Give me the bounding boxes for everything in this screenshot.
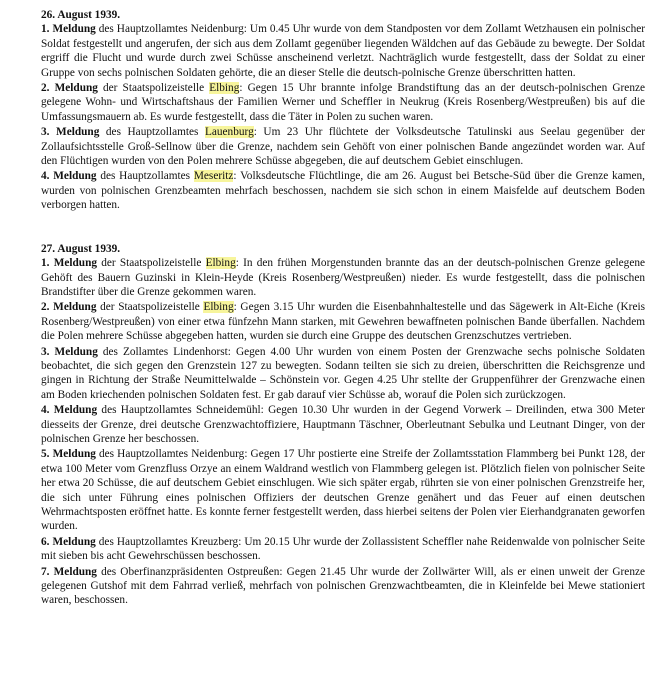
entry-keyword: Meldung (52, 535, 96, 548)
highlighted-place: Elbing (203, 301, 234, 314)
entry-number: 1. (41, 23, 50, 36)
report-entry (41, 81, 645, 124)
entry-number: 2. (41, 301, 50, 314)
entry-keyword: Meldung (53, 404, 98, 417)
entry-text-cont: : Gegen 15 Uhr brannte infolge Brandstiftung das an der deutsch-polnischen Grenze gelegene Wohn- und Wirtschaftshaus der Familien Werner und Scheffler in Neukrug (Kreis Rosenberg/Westpreußen) bis auf die Umfassungsmauern ab. Es wurde festgestellt, dass die Täter in Polen zu suchen waren. (41, 82, 646, 123)
report-entry (41, 535, 645, 564)
highlighted-place: Elbing (205, 257, 236, 270)
entry-keyword: Meldung (56, 126, 100, 139)
entry-keyword: Meldung (52, 23, 96, 36)
entry-number: 4. (41, 404, 50, 417)
entry-number: 7. (41, 565, 50, 578)
report-entry (41, 565, 645, 608)
entry-keyword: Meldung (54, 82, 98, 95)
entry-number: 2. (41, 82, 50, 95)
entry-keyword: Meldung (53, 257, 97, 270)
entry-number: 4. (41, 170, 50, 183)
entry-text: der Staatspolizeistelle (97, 257, 206, 270)
report-entry (41, 169, 645, 212)
entry-text: des Oberfinanzpräsidenten Ostpreußen: Gegen 21.45 Uhr wurde der Zollwärter Will, als er einen unweit der Grenze gelegenen Gutshof mit dem Fahrrad verließ, mehrfach von polnischen Grenzwachtbeamten, die in Kleinfelde bei Mewe stationiert waren, beschossen. (41, 565, 646, 607)
entry-text: des Zollamtes Lindenhorst: Gegen 4.00 Uhr wurden von einem Posten der Grenzwache sechs polnische Soldaten beobachtet, die sich gegen den Grenzstein 127 zu bewegten. Sodann teilten sie sich zu dreien, überschritten die Reichsgrenze und gingen in Richtung der Straße Neumittelwalde – Schönstein vor. Gegen 4.25 Uhr stellte der Gruppenführer der Grenzwache einen am Boden kriechenden polnischen Soldaten fest. Er gab darauf vier Schüsse ab, worauf die Polen sich zurückzogen. (41, 345, 645, 401)
highlighted-place: Elbing (209, 82, 240, 95)
section-date: 26. August 1939. (41, 9, 121, 21)
section-date: 27. August 1939. (41, 242, 121, 255)
entry-text: des Hauptzollamtes Neidenburg: Um 0.45 Uhr wurde von dem Standposten vor dem Zollamt Wetzhausen ein polnischer Soldat festgestellt und angerufen, der sich aus dem Zollamt gegenüber liegenden Wäldchen auf das Gebäude zu bewegte. Der Soldat ergriff die Flucht und wurde durch zwei Schüsse anscheinend verletzt. Nachträglich wurde festgestellt, dass der Soldat zu einer Gruppe von sechs polnischen Soldaten gehörte, die an dieser Stelle die deutsch-polnische Grenze überschritten hatten. (41, 23, 645, 79)
entry-text-cont: : Um 23 Uhr flüchtete der Volksdeutsche Tatulinski aus Seelau gegenüber der Zollaufsichtsstelle Groß-Sellnow über die Grenze, nachdem sein Gehöft von einer polnischen Bande angezündet worden war. Auf den Flüchtigen wurden von den Polen mehrere Schüsse abgegeben, die auf deutschem Gebiet einschlugen. (41, 126, 645, 168)
entry-keyword: Meldung (52, 448, 96, 461)
entry-number: 1. (41, 257, 50, 270)
report-entry (41, 125, 645, 168)
report-entry (41, 403, 645, 446)
highlighted-place: Lauenburg (204, 126, 254, 139)
entry-number: 3. (41, 345, 50, 358)
highlighted-place: Meseritz (193, 170, 234, 183)
report-entry (41, 22, 645, 80)
report-entry (41, 447, 645, 533)
entry-text-cont: : In den frühen Morgenstunden brannte das an der deutsch-polnischen Grenze gelegene Gehöft des Bauern Guzinski in Klein-Heyde (Kreis Rosenberg/Westpreußen) nieder. Es wurde festgestellt, dass die polnischen Brandstifter über die Grenze gekommen waren. (41, 257, 645, 298)
entry-keyword: Meldung (53, 301, 97, 314)
entry-number: 3. (41, 126, 50, 139)
entry-keyword: Meldung (54, 345, 98, 358)
entry-text: des Hauptzollamtes (96, 170, 194, 183)
entry-text: des Hauptzollamtes (99, 126, 205, 139)
entry-keyword: Meldung (53, 565, 97, 578)
document-page (41, 8, 645, 608)
entry-text-cont: : Volksdeutsche Flüchtlinge, die am 26. August bei Betsche-Süd über die Grenze kamen, wurden von polnischen Grenzbeamten mehrfach beschossen, nachdem sie sich schon in einem Maisfelde auf deutschem Boden verborgen hatten. (41, 170, 645, 212)
entry-keyword: Meldung (53, 170, 97, 183)
entry-text: der Staatspolizeistelle (97, 82, 210, 95)
report-entry (41, 256, 645, 299)
entry-number: 6. (41, 535, 50, 548)
report-entry (41, 345, 645, 403)
entry-number: 5. (41, 448, 50, 461)
entry-text: des Hauptzollamtes Neidenburg: Gegen 17 Uhr postierte eine Streife der Zollamtsstation Flammberg bei Punkt 128, der etwa 100 Meter vom Grenzfluss Orzye an einem Waldrand westlich von Flammberg gelegen ist. Plötzlich fielen von polnischer Seite her etwa 20 Schüsse, die auf deutschem Gebiet einschlugen. Wie sich später ergab, rührten sie von einer polnischen Grenzstreife her, die sich unter Führung eines polnischen Offiziers der deutschen Grenze genähert und das Feuer auf einen deutschen Wehrmachtsposten eröffnet hatte. Es konnte ferner festgestellt werden, dass hierbei seitens der Polen vier Eierhandgranaten geworfen wurden. (41, 448, 645, 533)
entry-text: des Hauptzollamtes Schneidemühl: Gegen 10.30 Uhr wurden in der Gegend Vorwerk – Dreilinden, etwa 300 Meter diesseits der Grenze, drei deutsche Grenzwachtoffiziere, Hauptmann Täschner, Oberleutnant Sebulka und Leutnant Dinger, von der polnischen Grenze her beschossen. (41, 404, 645, 445)
entry-text-cont: : Gegen 3.15 Uhr wurden die Eisenbahnhaltestelle und das Sägewerk in Alt-Eiche (Kreis Rosenberg/Westpreußen) von einer etwa fünfzehn Mann starken, mit Gewehren bewaffneten polnischen Bande überfallen. Nachdem die Polen mehrere Schüsse abgegeben hatten, wurden sie durch eine Gruppe des deutschen Grenzschutzes vertrieben. (41, 301, 645, 343)
entry-text: des Hauptzollamtes Kreuzberg: Um 20.15 Uhr wurde der Zollassistent Scheffler nahe Reidenwalde von polnischer Seite mit sieben bis acht Gewehrschüssen beschossen. (41, 535, 646, 563)
section-spacer (41, 213, 645, 242)
report-entry (41, 300, 645, 343)
entry-text: der Staatspolizeistelle (96, 301, 204, 314)
